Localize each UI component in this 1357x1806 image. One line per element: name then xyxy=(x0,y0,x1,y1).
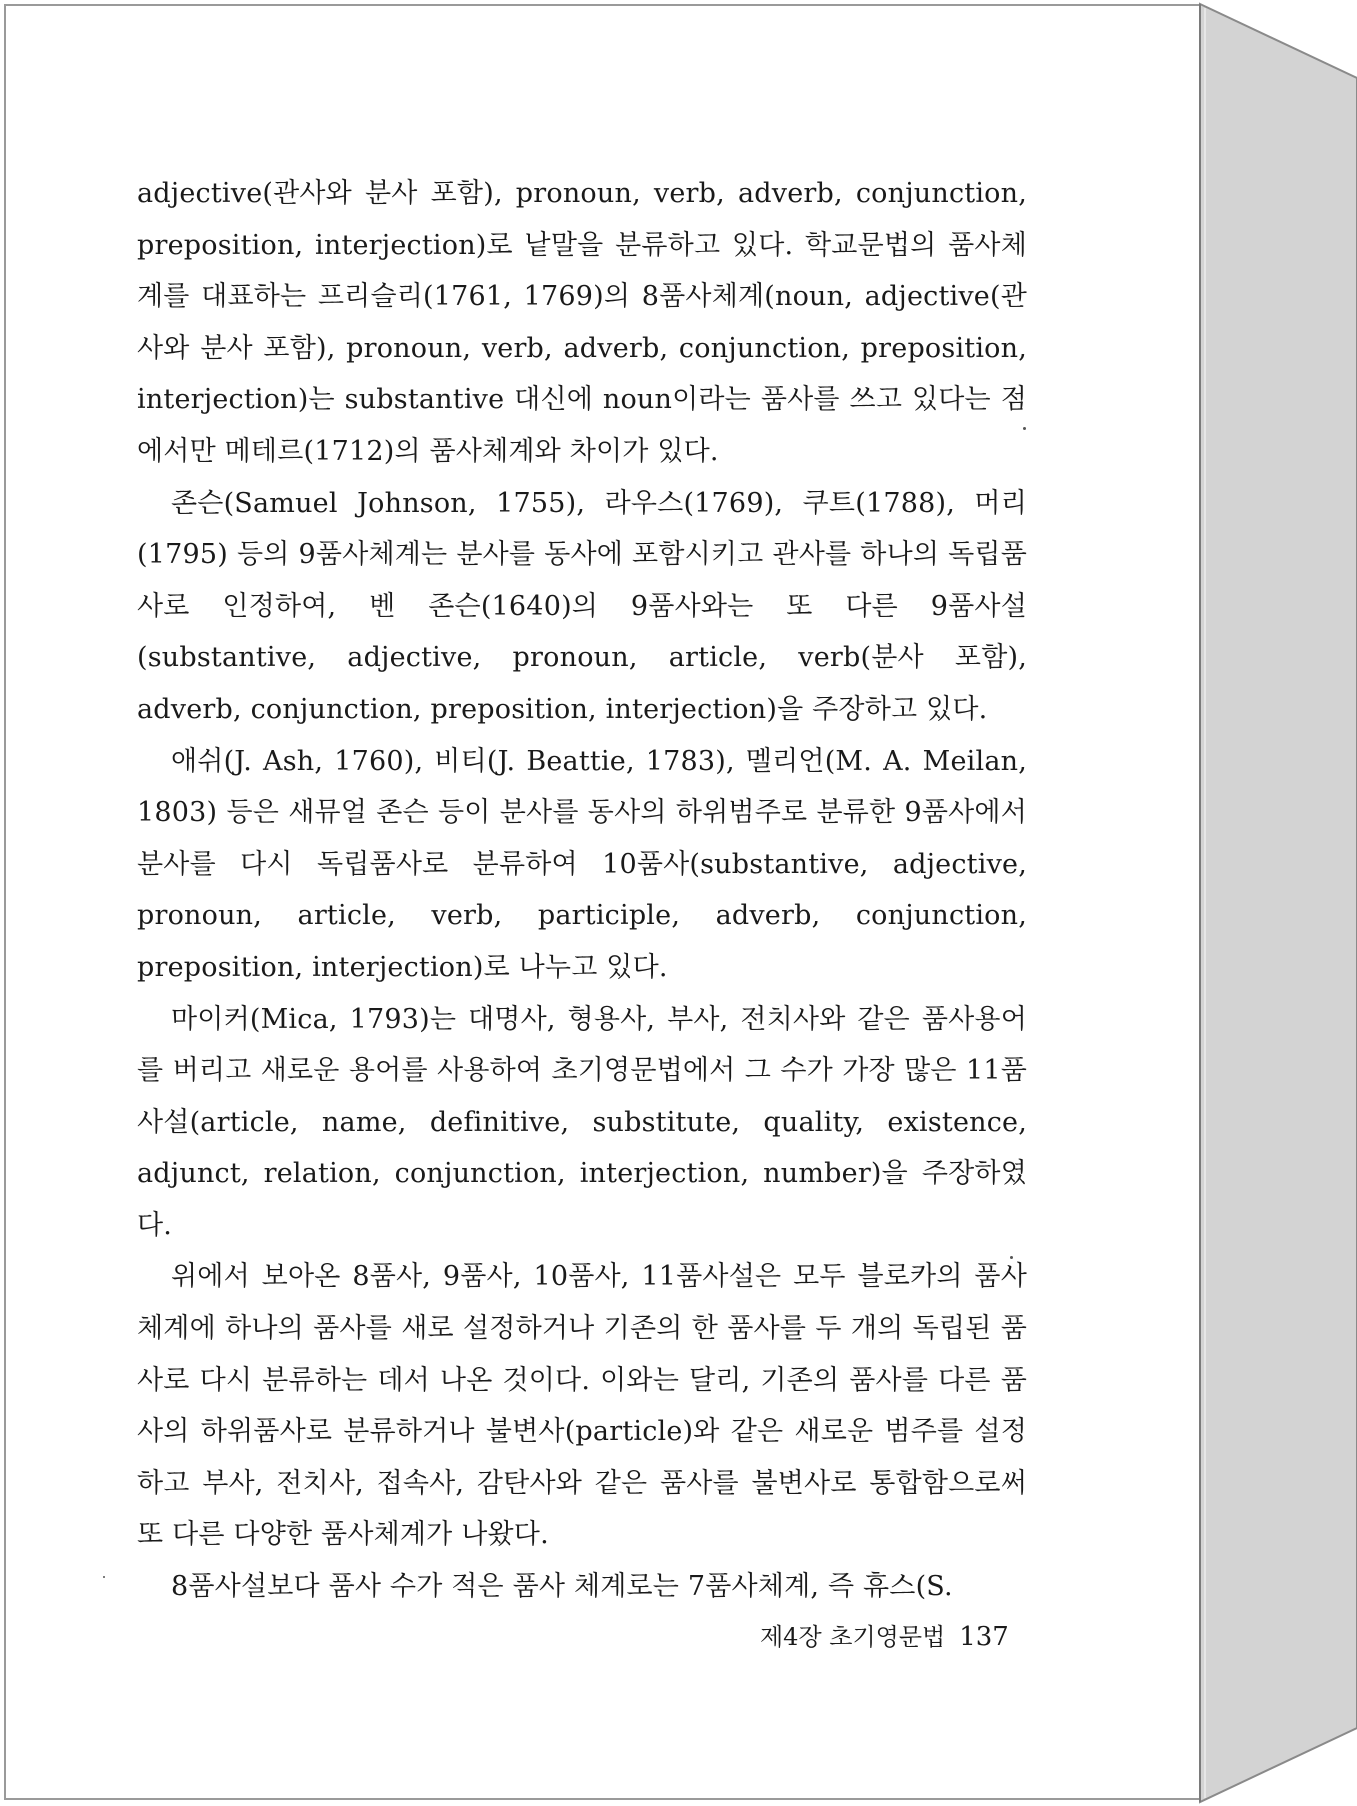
page-footer xyxy=(760,1617,1009,1652)
paragraph-2: 존슨(Samuel Johnson, 1755), 라우스(1769), 쿠트(1788), 머리(1795) 등의 9품사체계는 분사를 동사에 포함시키고 관사를 하나의 독립품사로 인정하여, 벤 존슨(1640)의 9품사와는 또 다른 9품사설(substantive, adjective, pronoun, article, verb(분사 포함), adverb, conjunction, preposition, interjection)을 주장하고 있다. xyxy=(137,487,1027,725)
chapter-title: 제4장 초기영문법 xyxy=(760,1623,946,1651)
paragraph-1: adjective(관사와 분사 포함), pronoun, verb, adverb, conjunction, preposition, interjection)로 낱말을 분류하고 있다. 학교문법의 품사체계를 대표하는 프리슬리(1761, 1769)의 8품사체계(noun, adjective(관사와 분사 포함), pronoun, verb, adverb, conjunction, preposition, interjection)는 substantive 대신에 noun이라는 품사를 쓰고 있다는 점에서만 메테르(1712)의 품사체계와 차이가 있다. xyxy=(137,178,1027,467)
scan-speck xyxy=(1010,1256,1013,1259)
paragraph-5: 위에서 보아온 8품사, 9품사, 10품사, 11품사설은 모두 블로카의 품사체계에 하나의 품사를 새로 설정하거나 기존의 한 품사를 두 개의 독립된 품사로 다시 분류하는 데서 나온 것이다. 이와는 달리, 기존의 품사를 다른 품사의 하위품사로 분류하거나 불변사(particle)와 같은 새로운 범주를 설정하고 부사, 전치사, 접속사, 감탄사와 같은 품사를 불변사로 통합함으로써 또 다른 다양한 품사체계가 나왔다. xyxy=(137,1261,1027,1551)
body-text xyxy=(137,168,1027,1613)
page-number: 137 xyxy=(959,1622,1009,1652)
paragraph-6: 8품사설보다 품사 수가 적은 품사 체계로는 7품사체계, 즉 휴스(S. xyxy=(171,1571,953,1603)
paragraph-3: 애쉬(J. Ash, 1760), 비티(J. Beattie, 1783), 멜리언(M. A. Meilan, 1803) 등은 새뮤얼 존슨 등이 분사를 동사의 하위범주로 분류한 9품사에서 분사를 다시 독립품사로 분류하여 10품사(substantive, adjective, pronoun, article, verb, participle, adverb, conjunction, preposition, interjection)로 나누고 있다. xyxy=(137,745,1027,983)
scan-speck xyxy=(103,1576,105,1578)
paragraph-4: 마이커(Mica, 1793)는 대명사, 형용사, 부사, 전치사와 같은 품사용어를 버리고 새로운 용어를 사용하여 초기영문법에서 그 수가 가장 많은 11품사설(article, name, definitive, substitute, quality, existence, adjunct, relation, conjunction, interjection, number)을 주장하였다. xyxy=(137,1003,1027,1241)
scan-speck xyxy=(1023,427,1026,430)
